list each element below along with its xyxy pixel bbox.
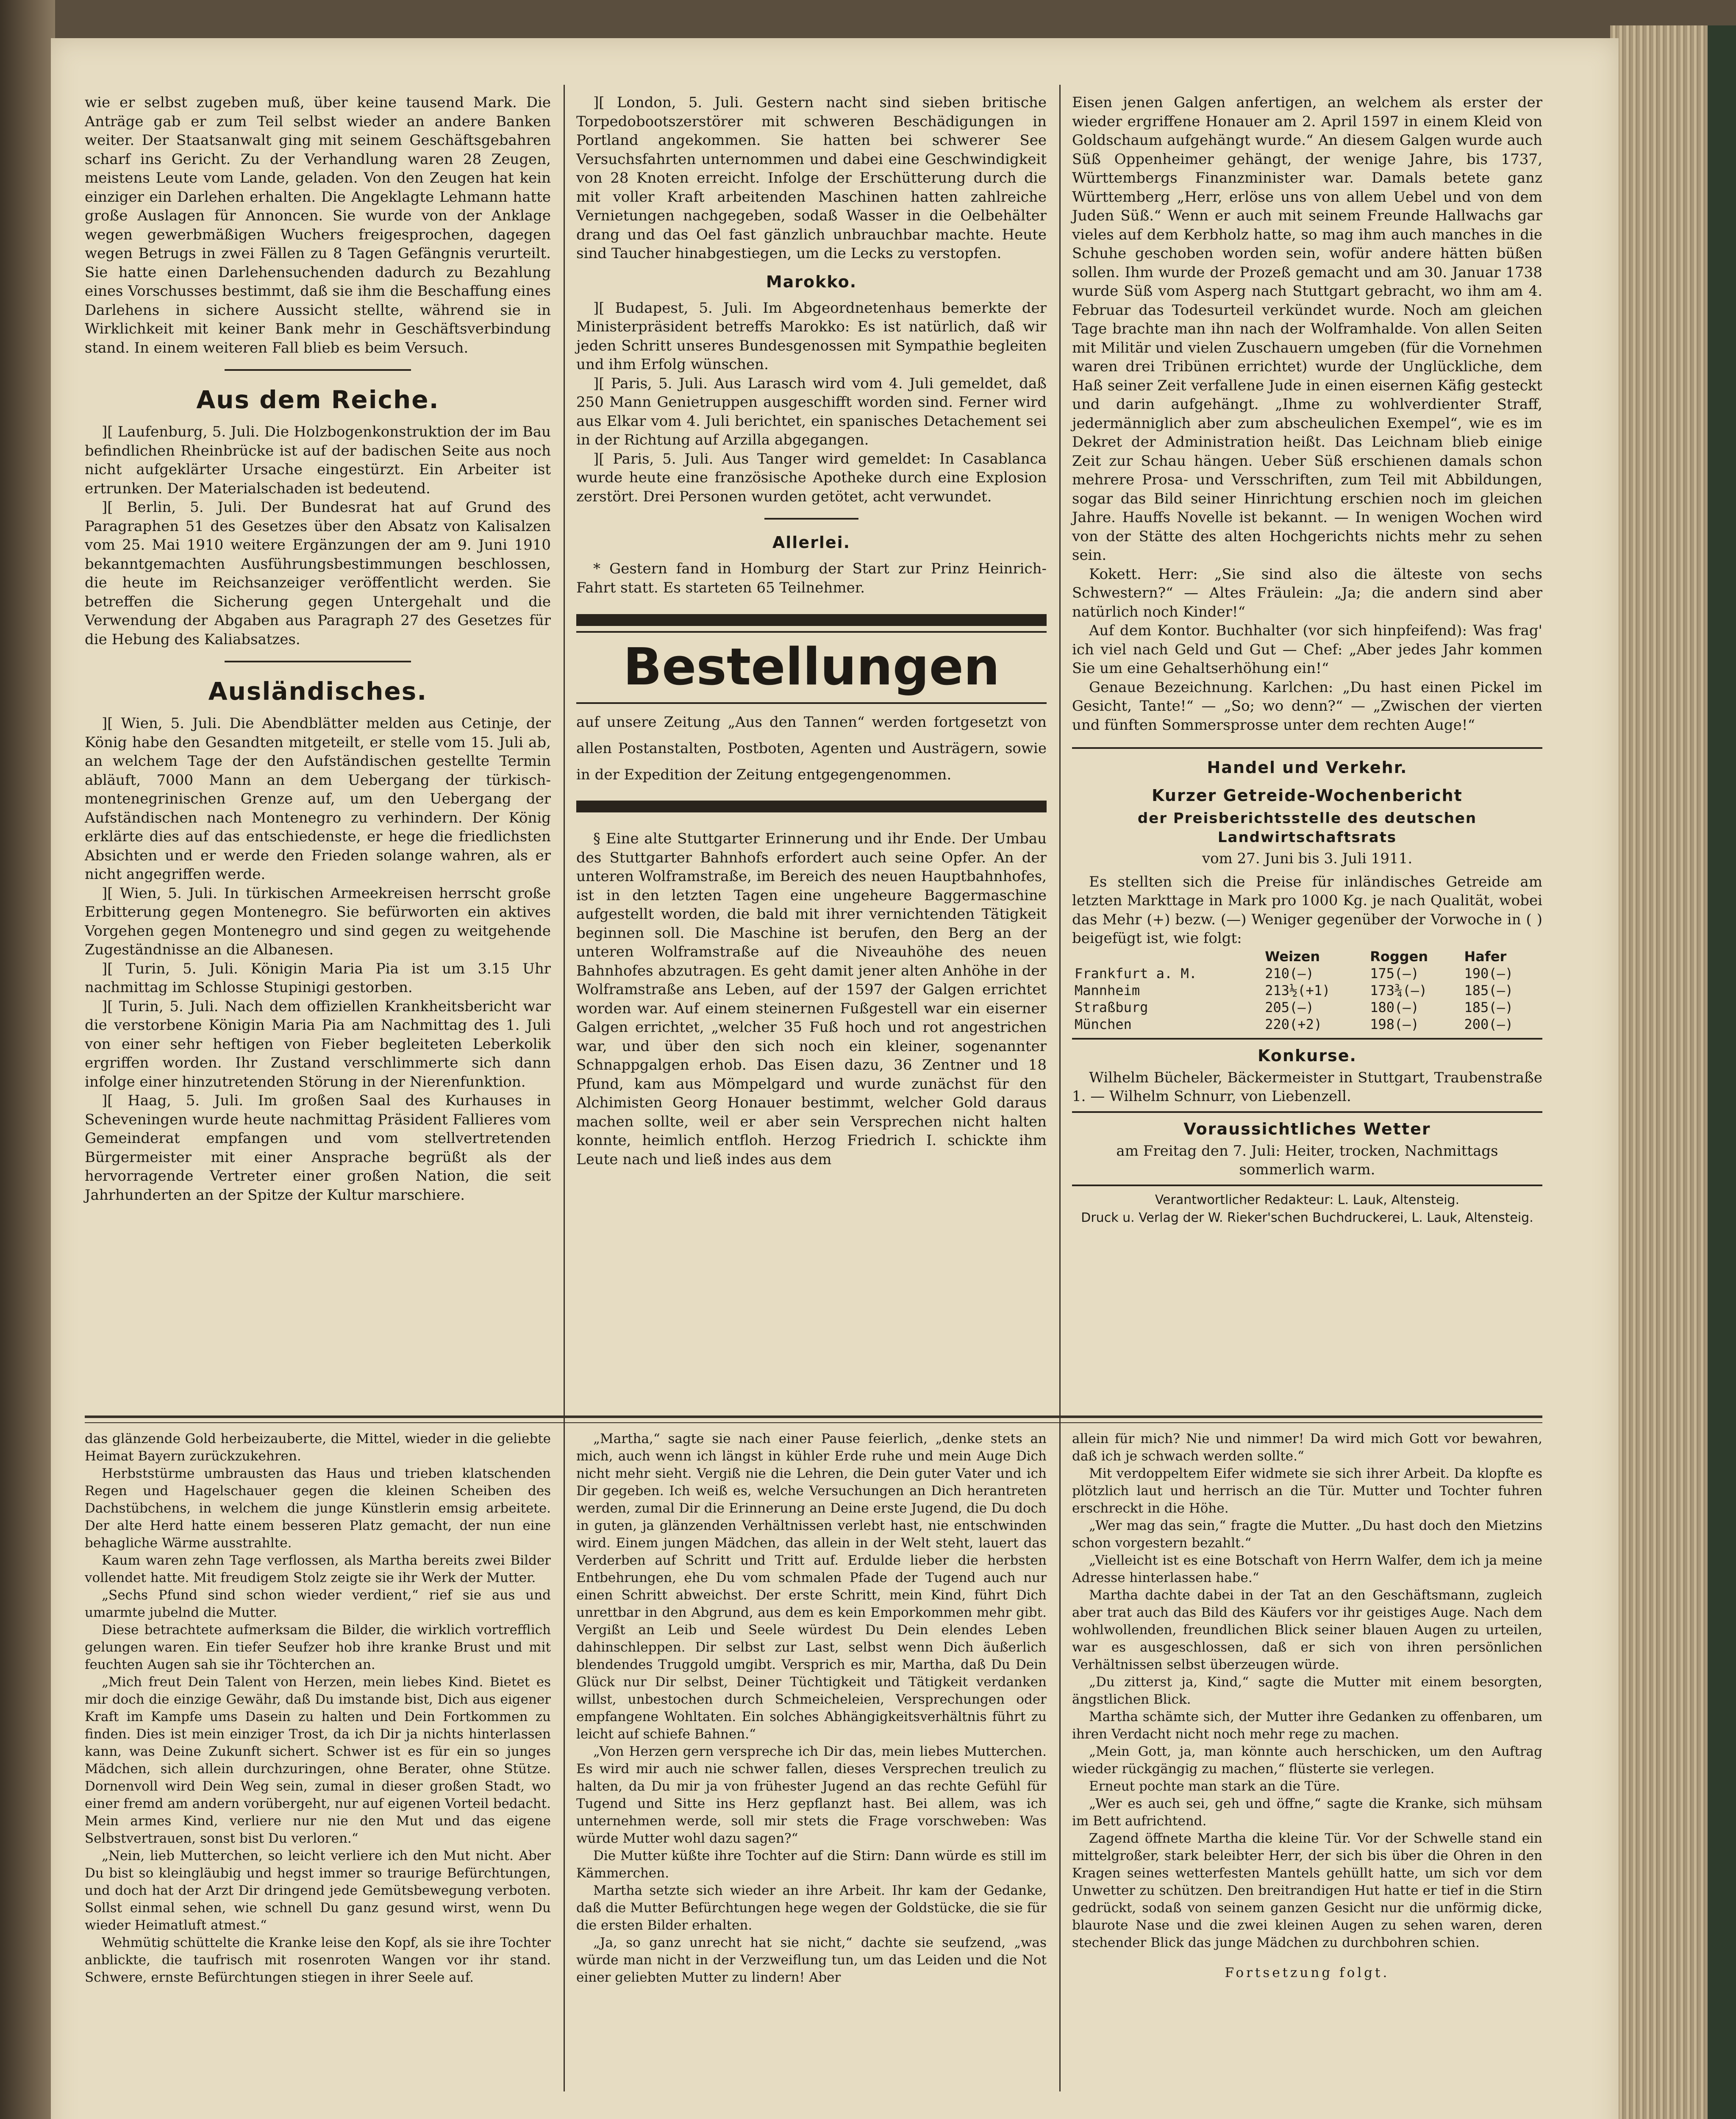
serial-text: „Sechs Pfund sind schon wieder verdient,“ rief sie aus und umarmte jubelnd die Mutter. bbox=[85, 1588, 551, 1620]
grain-weizen: 220(+2) bbox=[1265, 1016, 1322, 1032]
grain-header-place bbox=[1072, 948, 1262, 965]
thin-rule bbox=[1072, 1185, 1542, 1186]
serial-column-2 bbox=[576, 1430, 1047, 1986]
news-budapest: ][ Budapest, 5. Juli. Im Abgeordnetenhaus bemerkte der Ministerpräsident betreffs Marokko: Es ist natürlich, daß wir jeden Schritt unseres Bundesgenossen mit Sympathie begleiten und ihm Erfolg wünschen. bbox=[576, 299, 1047, 373]
grain-hafer: 185(—) bbox=[1464, 982, 1514, 998]
serial-text: Mit verdoppeltem Eifer widmete sie sich ihrer Arbeit. Da klopfte es plötzlich laut und herrisch an die Tür. Mutter und Tochter fuhren erschreckt in die Höhe. bbox=[1072, 1466, 1542, 1516]
grain-price-table bbox=[1072, 948, 1542, 1033]
weather-forecast: am Freitag den 7. Juli: Heiter, trocken, Nachmittags sommerlich warm. bbox=[1116, 1142, 1498, 1178]
grain-roggen: 198(—) bbox=[1370, 1016, 1419, 1032]
section-heading-handel: Handel und Verkehr. bbox=[1207, 758, 1408, 777]
column-divider bbox=[1059, 85, 1061, 1454]
news-paris-1: ][ Paris, 5. Juli. Aus Larasch wird vom 4. Juli gemeldet, daß 250 Mann Genietruppen ausgeschifft worden sind. Ferner wird aus Elkar vom 4. Juli berichtet, ein spanisches Detachement sei in der Richtung auf Arzilla abgegangen. bbox=[576, 375, 1047, 448]
serial-text: „Mich freut Dein Talent von Herzen, mein liebes Kind. Bietet es mir doch die einzige Gewähr, daß Du imstande bist, Dich aus eigener Kraft im Kampfe ums Dasein zu halten und Dein Fortkommen zu finden. Dies ist mein einziger Trost, da ich Dir ja nichts hinterlassen kann, was Deine Zukunft sichert. Schwer ist es für ein so junges Mädchen, sich allein durchzuringen, ohne Berater, ohne Stütze. Dornenvoll wird Dein Weg sein, zumal in dieser großen Stadt, wo einer fremd am andern vorübergeht, nur auf eigenen Vorteil bedacht. Mein armes Kind, verliere nur nie den Mut und das eigene Selbstvertrauen, sonst bist Du verloren.“ bbox=[85, 1674, 551, 1846]
serial-text: „Martha,“ sagte sie nach einer Pause feierlich, „denke stets an mich, auch wenn ich längst in kühler Erde ruhe und mein Auge Dich nicht mehr sieht. Vergiß nie die Lehren, die Dein guter Vater und ich Dir gegeben. Ich weiß es, welche Versuchungen an Dich herantreten werden, zumal Dir die Erinnerung an Deine erste Jugend, die Du doch in guten, ja glänzenden Verhältnissen verlebt hast, nie entschwinden wird. Einem jungen Mädchen, das allein in der Welt steht, lauert das Verderben auf Schritt und Tritt auf. Erdulde lieber die herbsten Entbehrungen, ehe Du vom schmalen Pfade der Tugend auch nur einen Schritt abweichst. Der erste Schritt, mein Kind, führt Dich unrettbar in den Abgrund, aus dem es kein Emporkommen mehr gibt. Vergißt an Leib und Seele würdest Du Dein elendes Leben dahinschleppen. Dir selbst zur Last, selbst wenn Dich äußerlich blendendes Truggold umgibt. Versprich es mir, Martha, daß Du Dein Glück nur Dir selbst, Deiner Tüchtigkeit und Tätigkeit verdanken willst, unbestochen durch Schmeicheleien, Versprechungen oder empfangene Wohltaten. Ein solches Abhängigkeitsverhältnis führt zu leicht auf schiefe Bahnen.“ bbox=[576, 1431, 1047, 1742]
news-haag: ][ Haag, 5. Juli. Im großen Saal des Kurhauses in Scheveningen wurde heute nachmittag Präsident Fallieres vom Gemeinderat empfangen und vom stellvertretenden Bürgermeister mit einer Ansprache begrüßt als der hervorragende Vertreter einer großen Nation, die seit Jahrhunderten an der Spitze der Kultur marschiere. bbox=[85, 1092, 551, 1204]
grain-roggen: 180(—) bbox=[1370, 999, 1419, 1015]
section-heading-marokko: Marokko. bbox=[766, 272, 857, 291]
book-cover bbox=[1708, 25, 1736, 2119]
serial-text: Zagend öffnete Martha die kleine Tür. Vor der Schwelle stand ein mittelgroßer, stark beleibter Herr, der sich bis über die Ohren in den Kragen seines wetterfesten Mantels gehüllt hatte, um sich vor dem Unwetter zu schützen. Den breitrandigen Hut hatte er tief in die Stirn gedrückt, sodaß von seinem ganzen Gesicht nur die unförmig dicke, blaurote Nase und die zwei kleinen Augen zu sehen waren, deren stechender Blick das junge Mädchen zu durchbohren schien. bbox=[1072, 1831, 1542, 1950]
section-heading-konkurse: Konkurse. bbox=[1258, 1046, 1357, 1065]
report-subtitle: der Preisberichtsstelle des deutschen Landwirtschaftsrats bbox=[1137, 810, 1477, 846]
news-homburg: * Gestern fand in Homburg der Start zur Prinz Heinrich-Fahrt statt. Es starteten 65 Teilnehmer. bbox=[576, 560, 1047, 596]
feuilleton-separator-thin bbox=[85, 1422, 1542, 1423]
bestellungen-title: Bestellungen bbox=[623, 638, 1000, 697]
grain-weizen: 213½(+1) bbox=[1265, 982, 1330, 998]
serial-text: Erneut pochte man stark an die Türe. bbox=[1089, 1779, 1340, 1794]
thin-rule bbox=[1072, 1111, 1542, 1113]
serial-text: „Du zitterst ja, Kind,“ sagte die Mutter mit einem besorgten, ängstlichen Blick. bbox=[1072, 1674, 1542, 1707]
news-wien-2: ][ Wien, 5. Juli. In türkischen Armeekreisen herrscht große Erbitterung gegen Montenegro. Sie befürworten ein aktives Vorgehen gegen Montenegro und sind gegen zu weitgehende Zugeständnisse an die Albanesen. bbox=[85, 884, 551, 958]
news-paris-2: ][ Paris, 5. Juli. Aus Tanger wird gemeldet: In Casablanca wurde heute eine französische Apotheke durch eine Explosion zerstört. Drei Personen wurden getötet, acht verwundet. bbox=[576, 450, 1047, 505]
book-binding bbox=[0, 0, 55, 2119]
serial-text: Die Mutter küßte ihre Tochter auf die Stirn: Dann würde es still im Kämmerchen. bbox=[576, 1848, 1047, 1881]
imprint-editor: Verantwortlicher Redakteur: L. Lauk, Altensteig. bbox=[1155, 1192, 1460, 1207]
report-intro: Es stellten sich die Preise für inländisches Getreide am letzten Markttage in Mark pro 1000 Kg. je nach Qualität, wobei das Mehr (+) bezw. (—) Weniger gegenüber der Vorwoche in ( ) beigefügt ist, wie folgt: bbox=[1072, 873, 1542, 947]
serial-text: allein für mich? Nie und nimmer! Da wird mich Gott vor bewahren, daß ich je schwach werden sollte.“ bbox=[1072, 1431, 1542, 1464]
serial-column-3 bbox=[1072, 1430, 1542, 1982]
section-heading-wetter: Voraussichtliches Wetter bbox=[1183, 1119, 1431, 1138]
column-1 bbox=[85, 93, 551, 1204]
thin-rule bbox=[576, 702, 1047, 704]
column-divider bbox=[564, 1430, 565, 2091]
grain-hafer: 190(—) bbox=[1464, 965, 1514, 982]
divider bbox=[225, 661, 411, 662]
thin-rule bbox=[576, 631, 1047, 633]
konkurse-text: Wilhelm Bücheler, Bäckermeister in Stuttgart, Traubenstraße 1. — Wilhelm Schnurr, von Liebenzell. bbox=[1072, 1069, 1542, 1105]
divider bbox=[225, 369, 411, 371]
grain-weizen: 205(—) bbox=[1265, 999, 1314, 1015]
serial-text: Martha setzte sich wieder an ihre Arbeit. Ihr kam der Gedanke, daß die Mutter Befürchtungen hege wegen der Goldstücke, die sie für die ersten Bilder erhalten. bbox=[576, 1883, 1047, 1933]
grain-place: Mannheim bbox=[1075, 982, 1140, 998]
grain-place: Frankfurt a. M. bbox=[1075, 965, 1197, 982]
joke-kokett: Kokett. Herr: „Sie sind also die älteste von sechs Schwestern?“ — Altes Fräulein: „Ja; die andern sind aber natürlich noch Kinder!“ bbox=[1072, 565, 1542, 620]
serial-text: „Ja, so ganz unrecht hat sie nicht,“ dachte sie seufzend, „was würde man nicht in der Verzweiflung tun, um das Leiden und die Not einer geliebten Mutter zu lindern! Aber bbox=[576, 1935, 1047, 1985]
grain-header-row bbox=[1072, 948, 1542, 965]
report-date-range: vom 27. Juni bis 3. Juli 1911. bbox=[1202, 850, 1413, 867]
table-row bbox=[1072, 1016, 1542, 1033]
newspaper-page bbox=[51, 38, 1619, 2119]
serial-text: „Nein, lieb Mutterchen, so leicht verliere ich den Mut nicht. Aber Du bist so kleingläubig und hegst immer so traurige Befürchtungen, und doch hat der Arzt Dir dringend jede Gemütsbewegung verboten. Sollst einmal sehen, wie schnell Du ganz gesund wirst, wenn Du wieder Heimatluft atmest.“ bbox=[85, 1848, 551, 1933]
heavy-rule bbox=[576, 614, 1047, 626]
serial-column-1 bbox=[85, 1430, 551, 1986]
table-row bbox=[1072, 999, 1542, 1016]
imprint-publisher: Druck u. Verlag der W. Rieker'schen Buchdruckerei, L. Lauk, Altensteig. bbox=[1081, 1210, 1533, 1225]
continued-note: Fortsetzung folgt. bbox=[1225, 1965, 1390, 1980]
thin-rule bbox=[1072, 747, 1542, 749]
news-turin-2: ][ Turin, 5. Juli. Nach dem offiziellen Krankheitsbericht war die verstorbene Königin Maria Pia am Nachmittag des 1. Juli von einer sehr heftigen von Fieber begleiteten Leberkolik ergriffen worden. Ihr Zustand verschlimmerte sich dann infolge einer hinzutretenden Störung in der Nierenfunktion. bbox=[85, 998, 551, 1090]
bestellungen-text: auf unsere Zeitung „Aus den Tannen“ werden fortgesetzt von allen Postanstalten, Postboten, Agenten und Austrägern, sowie in der Expedition der Zeitung entgegengenommen. bbox=[576, 714, 1047, 783]
serial-text: Wehmütig schüttelte die Kranke leise den Kopf, als sie ihre Tochter anblickte, die taufrisch mit rosenroten Wangen vor ihr stand. Schwere, ernste Befürchtungen stiegen in ihrer Seele auf. bbox=[85, 1935, 551, 1985]
grain-place: Straßburg bbox=[1075, 999, 1148, 1015]
grain-hafer: 185(—) bbox=[1464, 999, 1514, 1015]
grain-weizen: 210(—) bbox=[1265, 965, 1314, 982]
serial-text: Kaum waren zehn Tage verflossen, als Martha bereits zwei Bilder vollendet hatte. Mit freudigem Stolz zeigte sie ihr Werk der Mutter. bbox=[85, 1553, 551, 1585]
grain-header-hafer: Hafer bbox=[1464, 948, 1507, 965]
news-berlin: ][ Berlin, 5. Juli. Der Bundesrat hat auf Grund des Paragraphen 51 des Gesetzes über den Absatz von Kalisalzen vom 25. Mai 1910 weitere Ergänzungen der am 9. Juni 1910 bekanntgemachten Ausführungsbestimmungen beschlossen, die heute im Reichsanzeiger veröffentlicht werden. Sie betreffen die Sicherung gegen Untergehalt und die Verwendung der Abgaben aus Paragraph 27 des Gesetzes für die Hebung des Kaliabsatzes. bbox=[85, 499, 551, 648]
serial-text: „Wer mag das sein,“ fragte die Mutter. „Du hast doch den Mietzins schon vorgestern bezahlt.“ bbox=[1072, 1518, 1542, 1551]
serial-text: das glänzende Gold herbeizauberte, die Mittel, wieder in die geliebte Heimat Bayern zurückzukehren. bbox=[85, 1431, 551, 1464]
joke-kontor: Auf dem Kontor. Buchhalter (vor sich hinpfeifend): Was frag' ich viel nach Geld und Gut — Chef: „Aber jedes Jahr kommen Sie um eine Gehaltserhöhung ein!“ bbox=[1072, 622, 1542, 677]
article-stuttgart: § Eine alte Stuttgarter Erinnerung und ihr Ende. Der Umbau des Stuttgarter Bahnhofs erfordert auch seine Opfer. An der unteren Wolframstraße, im Bereich des neuen Hauptbahnhofes, ist in den letzten Tagen eine ungeheure Baggermaschine aufgestellt worden, die bald mit ihrer vernichtenden Tätigkeit beginnen soll. Die Maschine ist berufen, den Berg an der unteren Wolframstraße auf die Niveauhöhe des neuen Bahnhofes abzutragen. Es geht damit jener alten Anhöhe in der Wolframstraße ans Leben, auf der 1597 der Galgen errichtet worden war. Auf einem steinernen Fußgestell war ein eiserner Galgen errichtet, „welcher 35 Fuß hoch und rot angestrichen war, und über den sich noch ein kleiner, sogenannter Schnappgalgen erhob. Das Eisen dazu, 36 Zentner und 18 Pfund, kam aus Mömpelgard und wurde zunächst für den Alchimisten Georg Honauer bestimmt, welcher Gold daraus machen sollte, weil er aber sein Versprechen nicht halten konnte, heimlich entfloh. Herzog Friedrich I. schickte ihm Leute nach und ließ indes aus dem bbox=[576, 830, 1047, 1168]
grain-place: München bbox=[1075, 1016, 1132, 1032]
news-wien-1: ][ Wien, 5. Juli. Die Abendblätter melden aus Cetinje, der König habe den Gesandten mitgeteilt, er stelle vom 15. Juli ab, an welchem Tage der den Aufständischen gestellte Termin abläuft, 7000 Mann an dem Uebergang der türkisch-montenegrinischen Grenze auf, um den Uebergang der Aufständischen nach Montenegro zu verhindern. Der König erklärte dies auf das entschiedenste, er hege die friedlichsten Absichten und er werde den Frieden solange wahren, als er nicht angegriffen werde. bbox=[85, 715, 551, 883]
serial-text: Diese betrachtete aufmerksam die Bilder, die wirklich vortrefflich gelungen waren. Ein tiefer Seufzer hob ihre kranke Brust und mit feuchten Augen sah sie ihr Töchterchen an. bbox=[85, 1622, 551, 1672]
report-title: Kurzer Getreide-Wochenbericht bbox=[1152, 786, 1463, 805]
grain-header-weizen: Weizen bbox=[1265, 948, 1320, 965]
table-row bbox=[1072, 965, 1542, 982]
grain-header-roggen: Roggen bbox=[1370, 948, 1428, 965]
column-divider bbox=[1059, 1430, 1061, 2091]
thin-rule bbox=[1072, 1038, 1542, 1040]
table-row bbox=[1072, 982, 1542, 999]
divider bbox=[764, 518, 858, 520]
column-2 bbox=[576, 93, 1047, 1169]
news-laufenburg: ][ Laufenburg, 5. Juli. Die Holzbogenkonstruktion der im Bau befindlichen Rheinbrücke ist auf der badischen Seite aus noch nicht aufgeklärter Ursache eingestürzt. Ein Arbeiter ist ertrunken. Der Materialschaden ist bedeutend. bbox=[85, 423, 551, 497]
article-stuttgart-continued: Eisen jenen Galgen anfertigen, an welchem als erster der wieder ergriffene Honauer am 2. April 1597 in einem Kleid von Goldschaum aufgehängt wurde.“ An diesem Galgen wurde auch Süß Oppenheimer gehängt, der wenige Jahre, bis 1737, Württembergs Finanzminister war. Damals betete ganz Württemberg „Herr, erlöse uns von allem Uebel und von dem Juden Süß.“ Wenn er auch mit seinem Freunde Hallwachs gar vieles auf dem Kerbholz hatte, so mag ihm auch manches in die Schuhe geschoben worden sein, wofür andere hätten büßen sollen. Ihm wurde der Prozeß gemacht und am 30. Januar 1738 wurde Süß vom Asperg nach Stuttgart gebracht, wo ihm am 4. Februar das Todesurteil verkündet wurde. Noch am gleichen Tage brachte man ihn nach der Wolframhalde. Von allen Seiten mit Militär und vielen Zuschauern umgeben (für die Vornehmen waren drei Tribünen errichtet) wurde der Unglückliche, dem Haß seiner Zeit verfallene Jude in einen eisernen Käfig gesteckt und darin aufgehängt. „Ihme zu wohlverdienter Straff, jedermänniglich aber zum abscheulichen Exempel“, wie es im Dekret der Administration heißt. Das Leichnam blieb einige Zeit zur Schau hängen. Ueber Süß erschienen damals schon mehrere Prosa- und Versschriften, zum Teil mit Abbildungen, sogar das Bild seiner Hinrichtung erschien noch im gleichen Jahre. Hauffs Novelle ist bekannt. — In wenigen Wochen wird von der Stätte des alten Hochgerichts nichts mehr zu sehen sein. bbox=[1072, 94, 1542, 564]
serial-text: „Mein Gott, ja, man könnte auch herschicken, um den Auftrag wieder rückgängig zu machen,“ flüsterte sie verlegen. bbox=[1072, 1744, 1542, 1777]
column-3 bbox=[1072, 93, 1542, 1227]
serial-text: „Vielleicht ist es eine Botschaft von Herrn Walfer, dem ich ja meine Adresse hinterlassen habe.“ bbox=[1072, 1553, 1542, 1585]
grain-hafer: 200(—) bbox=[1464, 1016, 1514, 1032]
joke-bezeichnung: Genaue Bezeichnung. Karlchen: „Du hast einen Pickel im Gesicht, Tante!“ — „So; wo denn?“ — „Zwischen der vierten und fünften Sommersprosse unter dem rechten Auge!“ bbox=[1072, 679, 1542, 734]
section-heading-allerlei: Allerlei. bbox=[772, 533, 851, 552]
feuilleton-separator bbox=[85, 1415, 1542, 1418]
serial-text: Martha dachte dabei in der Tat an den Geschäftsmann, zugleich aber trat auch das Bild des Käufers vor ihr geistiges Auge. Nach dem wohlwollenden, freundlichen Blick seiner blauen Augen zu urteilen, war es ausgeschlossen, daß er sich von ihren persönlichen Verhältnissen selbst überzeugen würde. bbox=[1072, 1588, 1542, 1672]
news-turin-1: ][ Turin, 5. Juli. Königin Maria Pia ist um 3.15 Uhr nachmittag im Schlosse Stupinigi gestorben. bbox=[85, 960, 551, 996]
serial-text: „Wer es auch sei, geh und öffne,“ sagte die Kranke, sich mühsam im Bett aufrichtend. bbox=[1072, 1796, 1542, 1829]
grain-roggen: 173¾(—) bbox=[1370, 982, 1428, 998]
serial-text: Herbststürme umbrausten das Haus und trieben klatschenden Regen und Hagelschauer gegen die kleinen Scheiben des Dachstübchens, in welchem die junge Künstlerin emsig arbeitete. Der alte Herd hatte einem besseren Platz gemacht, der nun eine behagliche Wärme ausstrahlte. bbox=[85, 1466, 551, 1551]
column-divider bbox=[564, 85, 565, 1454]
grain-roggen: 175(—) bbox=[1370, 965, 1419, 982]
section-heading-reich: Aus dem Reiche. bbox=[196, 385, 439, 414]
heavy-rule bbox=[576, 801, 1047, 812]
news-london: ][ London, 5. Juli. Gestern nacht sind sieben britische Torpedobootszerstörer mit schweren Beschädigungen in Portland angekommen. Sie hatten bei schwerer See Versuchsfahrten unternommen und dabei eine Geschwindigkeit von 28 Knoten erreicht. Infolge der Erschütterung durch die mit voller Kraft arbeitenden Maschinen hatten zahlreiche Vernietungen nachgegeben, sodaß Wasser in die Oelbehälter drang und das Oel fast gänzlich unbrauchbar machte. Heute sind Taucher hinabgestiegen, um die Lecks zu verstopfen. bbox=[576, 94, 1047, 262]
section-heading-auslaendisches: Ausländisches. bbox=[208, 677, 428, 706]
article-continuation: wie er selbst zugeben muß, über keine tausend Mark. Die Anträge gab er zum Teil selbst wieder an andere Banken weiter. Der Staatsanwalt ging mit seinem Geschäftsgebahren scharf ins Gericht. Zu der Verhandlung waren 28 Zeugen, meistens Leute vom Lande, geladen. Von den Zeugen hat kein einziger ein Darlehen erhalten. Die Angeklagte Lehmann hatte große Auslagen für Annoncen. Sie wurde von der Anklage wegen gewerbmäßigen Wuchers freigesprochen, dagegen wegen Betrugs in zwei Fällen zu 8 Tagen Gefängnis verurteilt. Sie hatte einen Darlehensuchenden dadurch zu Bezahlung eines Vorschusses bestimmt, daß sie ihm die Beschaffung eines Darlehens in sichere Aussicht stellte, während sie in Wirklichkeit mit keiner Bank mehr in Geschäftsverbindung stand. In einem weiteren Fall blieb es beim Versuch. bbox=[85, 94, 551, 356]
serial-text: „Von Herzen gern verspreche ich Dir das, mein liebes Mutterchen. Es wird mir auch nie schwer fallen, dieses Versprechen treulich zu halten, da Du mir ja von frühester Jugend an das rechte Gefühl für Tugend und Sitte ins Herz gepflanzt hast. Bei allem, was ich unternehmen werde, soll mir stets die Frage vorschweben: Was würde Mutter wohl dazu sagen?“ bbox=[576, 1744, 1047, 1846]
serial-text: Martha schämte sich, der Mutter ihre Gedanken zu offenbaren, um ihren Verdacht nicht noch mehr rege zu machen. bbox=[1072, 1709, 1542, 1742]
